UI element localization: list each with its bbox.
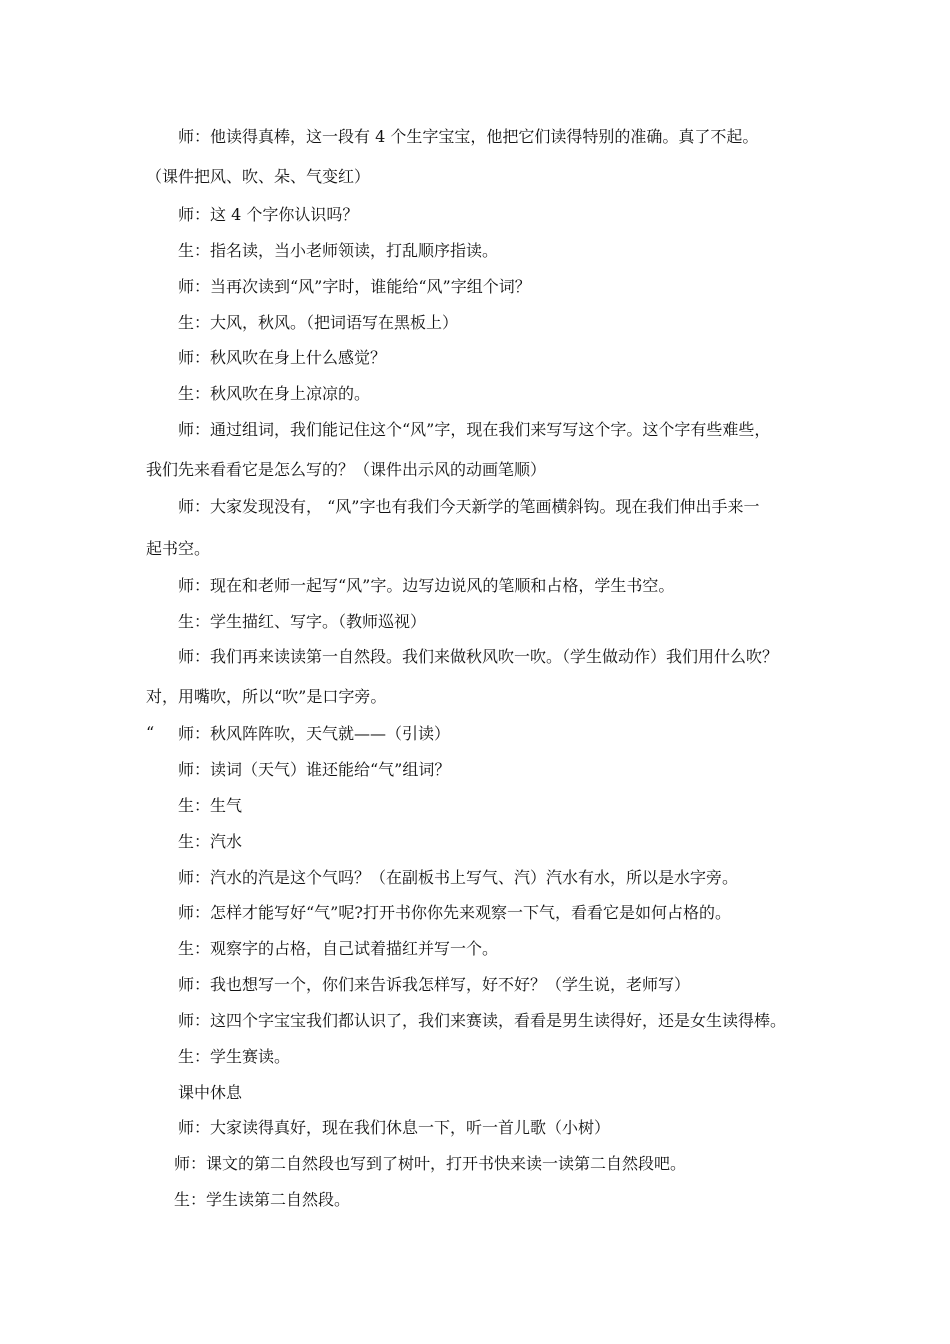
text-line: 师：汽水的汽是这个气吗？（在副板书上写气、汽）汽水有水，所以是水字旁。 [178, 868, 739, 887]
text-line: 师：这四个字宝宝我们都认识了，我们来赛读，看看是男生读得好，还是女生读得棒。 [178, 1011, 787, 1030]
text-line: 师：现在和老师一起写“风”字。边写边说风的笔顺和占格，学生书空。 [178, 576, 675, 595]
text-line: 师：怎样才能写好“气”呢?打开书你你先来观察一下气，看看它是如何占格的。 [178, 903, 731, 922]
text-line: 师：通过组词，我们能记住这个“风”字，现在我们来写写这个字。这个字有些难些， [178, 420, 771, 439]
text-line: 师：秋风阵阵吹，天气就——（引读） [178, 724, 451, 743]
text-line: 生：汽水 [178, 832, 243, 851]
text-line: 生：大风，秋风。（把词语写在黑板上） [178, 313, 459, 332]
text-line: 师：当再次读到“风”字时，谁能给“风”字组个词？ [178, 277, 531, 296]
text-line: 师：秋风吹在身上什么感觉？ [178, 348, 387, 367]
text-line: 师：大家发现没有， “风”字也有我们今天新学的笔画横斜钩。现在我们伸出手来一 [178, 497, 760, 516]
section-heading: 课中休息 [178, 1083, 243, 1102]
text-line: 师：我也想写一个，你们来告诉我怎样写，好不好？（学生说，老师写） [178, 975, 691, 994]
text-line: 生：学生描红、写字。（教师巡视） [178, 612, 427, 631]
text-line: 师：读词（天气）谁还能给“气”组词？ [178, 760, 451, 779]
quote-mark: “ [146, 723, 155, 742]
text-line: 师：我们再来读读第一自然段。我们来做秋风吹一吹。（学生做动作）我们用什么吹？ [178, 647, 779, 666]
text-line: 生：生气 [178, 796, 243, 815]
text-line: 我们先来看看它是怎么写的？（课件出示风的动画笔顺） [146, 460, 547, 479]
text-line: 生：指名读，当小老师领读，打乱顺序指读。 [178, 241, 499, 260]
text-line: 师：大家读得真好，现在我们休息一下，听一首儿歌（小树） [178, 1118, 611, 1137]
text-line: 对，用嘴吹，所以“吹”是口字旁。 [146, 687, 387, 706]
text-line: 生：学生赛读。 [178, 1047, 291, 1066]
text-line: 生：学生读第二自然段。 [174, 1190, 351, 1209]
text-line: 师：课文的第二自然段也写到了树叶，打开书快来读一读第二自然段吧。 [174, 1154, 687, 1173]
text-line: 起书空。 [146, 539, 211, 558]
text-line: （课件把风、吹、朵、气变红） [146, 167, 371, 186]
text-line: 生：观察字的占格，自己试着描红并写一个。 [178, 939, 499, 958]
text-line: 师：他读得真棒，这一段有 4 个生字宝宝，他把它们读得特别的准确。真了不起。 [178, 127, 759, 146]
text-line: 生：秋风吹在身上凉凉的。 [178, 384, 371, 403]
text-line: 师：这 4 个字你认识吗？ [178, 205, 359, 224]
